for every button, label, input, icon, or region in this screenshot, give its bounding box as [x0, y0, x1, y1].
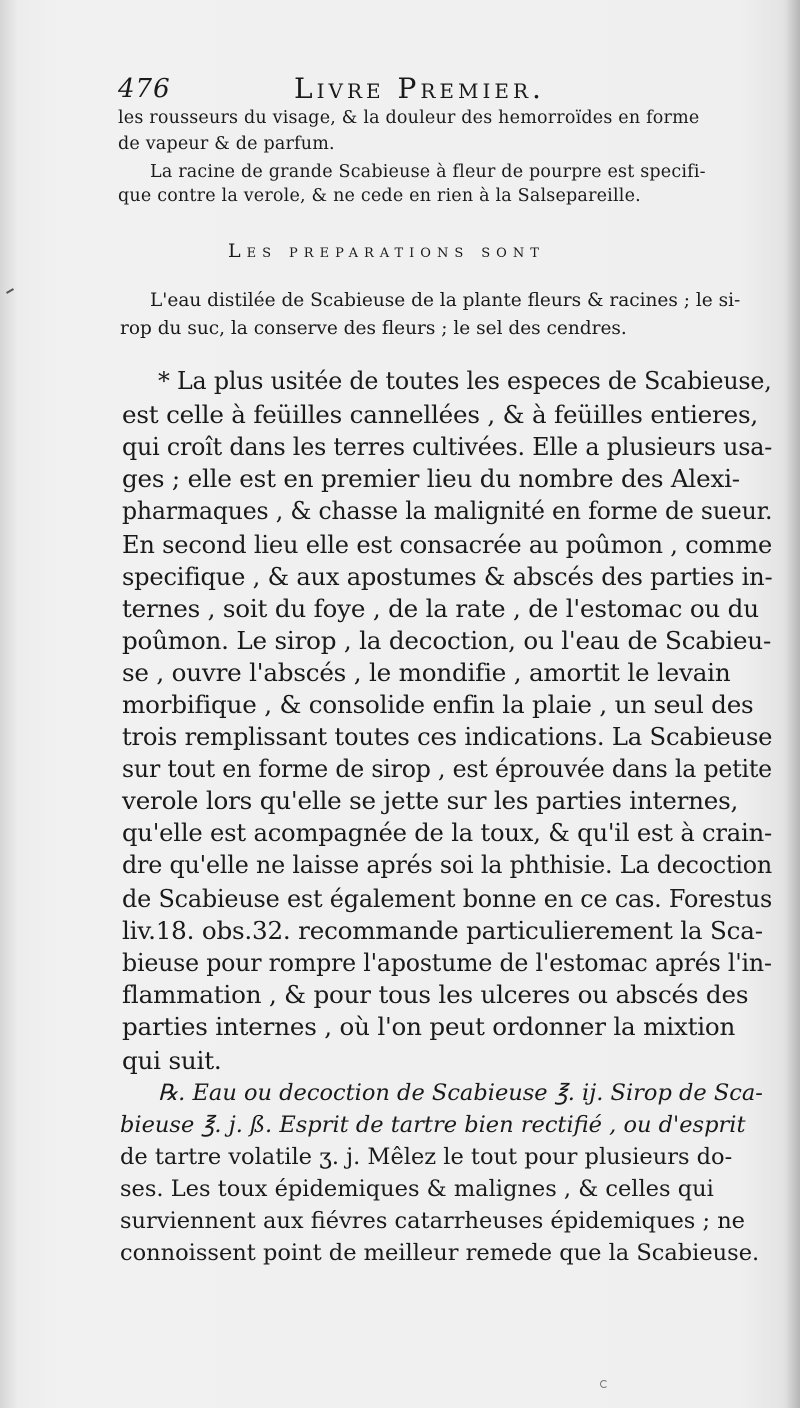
text-line: de vapeur & de parfum. — [118, 134, 335, 154]
text-line: ges ; elle est en premier lieu du nombre des Alexi- — [122, 464, 740, 493]
text-line: les rousseurs du visage, & la douleur des hemorroïdes en forme — [118, 108, 700, 128]
text-line: liv.18. obs.32. recommande particulierement la Sca- — [122, 916, 763, 945]
text-line: bieuse ℥. j. ß. Esprit de tartre bien rectifié , ou d'esprit — [120, 1112, 746, 1138]
text-line: L'eau distilée de Scabieuse de la plante fleurs & racines ; le si- — [150, 290, 741, 311]
text-line: parties internes , où l'on peut ordonner la mixtion — [122, 1012, 736, 1041]
text-line: ℞. Eau ou decoction de Scabieuse ℥. ij. Sirop de Sca- — [158, 1080, 763, 1106]
text-line: est celle à feüilles cannellées , & à feüilles entieres, — [122, 400, 758, 429]
text-line: morbifique , & consolide enfin la plaie , un seul des — [122, 690, 754, 719]
text-line: bieuse pour rompre l'apostume de l'estomac aprés l'in- — [122, 948, 772, 977]
text-line: La racine de grande Scabieuse à fleur de pourpre est specifi- — [150, 162, 706, 182]
text-line: rop du suc, la conserve des fleurs ; le sel des cendres. — [120, 318, 627, 339]
text-line: flammation , & pour tous les ulceres ou abscés des — [122, 980, 749, 1009]
running-head: Livre Premier. — [294, 72, 545, 105]
text-line: qui suit. — [122, 1046, 222, 1075]
text-line: trois remplissant toutes ces indications. La Scabieuse — [122, 722, 773, 751]
text-line: poûmon. Le sirop , la decoction, ou l'eau de Scabieu- — [122, 626, 772, 655]
text-line: connoissent point de meilleur remede que la Scabieuse. — [120, 1240, 760, 1266]
text-line: qu'elle est acompagnée de la toux, & qu'il est à crain- — [122, 818, 772, 847]
text-line: ses. Les toux épidemiques & malignes , & celles qui — [120, 1176, 714, 1202]
text-line: ternes , soit du foye , de la rate , de l'estomac ou du — [122, 594, 759, 623]
section-heading: Les preparations sont — [228, 240, 545, 262]
text-line: que contre la verole, & ne cede en rien à la Salsepareille. — [118, 186, 641, 206]
page-number: 476 — [118, 74, 171, 104]
text-line: En second lieu elle est consacrée au poûmon , comme — [122, 530, 773, 559]
text-line: sur tout en forme de sirop , est éprouvée dans la petite — [122, 754, 772, 783]
text-line: surviennent aux fiévres catarrheuses épidemiques ; ne — [120, 1208, 746, 1234]
text-line: de tartre volatile ʒ. j. Mêlez le tout pour plusieurs do- — [120, 1144, 733, 1170]
text-line: se , ouvre l'abscés , le mondifie , amortit le levain — [122, 658, 731, 687]
text-line: dre qu'elle ne laisse aprés soi la phthisie. La decoction — [122, 850, 773, 879]
text-line: pharmaques , & chasse la malignité en forme de sueur. — [122, 496, 773, 525]
text-line: specifique , & aux apostumes & abscés des parties in- — [122, 562, 773, 591]
text-line: * La plus usitée de toutes les especes de Scabieuse, — [158, 366, 772, 395]
text-line: de Scabieuse est également bonne en ce cas. Forestus — [122, 884, 773, 913]
text-line: qui croît dans les terres cultivées. Elle a plusieurs usa- — [122, 432, 773, 461]
text-line: verole lors qu'elle se jette sur les parties internes, — [122, 786, 739, 815]
